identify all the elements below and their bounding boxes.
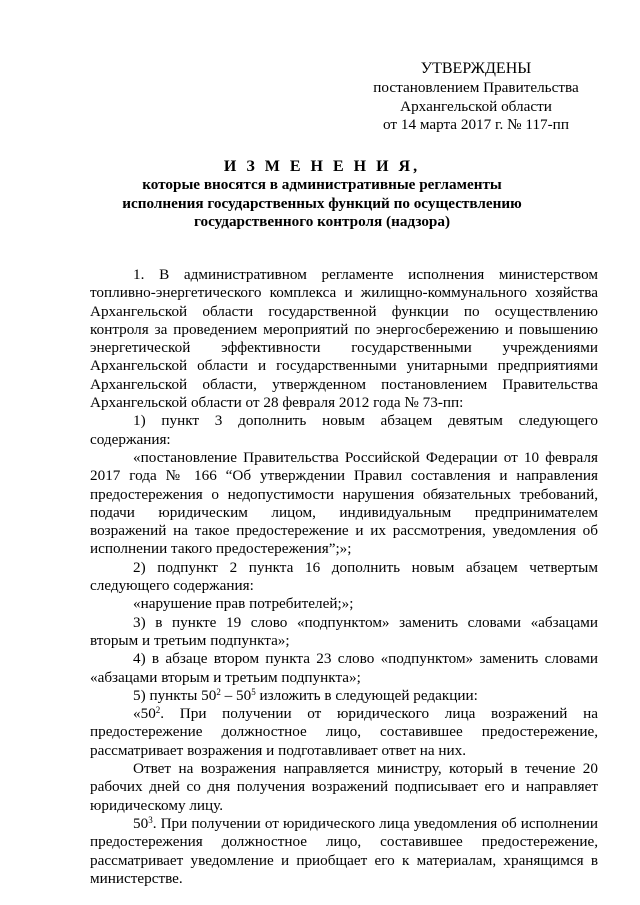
approval-line: Архангельской области (400, 97, 552, 115)
paragraph: 1) пункт 3 дополнить новым абзацем девятым следующего содержания: (90, 412, 598, 448)
text-run: изложить в следующей редакции: (255, 686, 478, 704)
heading-line: которые вносятся в административные регламенты (142, 176, 502, 194)
approval-line: постановлением Правительства (373, 79, 579, 97)
superscript: 3 (148, 814, 153, 825)
heading-line: исполнения государственных функций по осуществлению (122, 194, 522, 212)
text-run: . При получении от юридического лица возражений на предостережение должностное лицо, составившее предостережение, рассматривает возражения и подготавливает ответ на них. (90, 705, 598, 759)
text-run: 50 (133, 814, 149, 832)
approval-line: от 14 марта 2017 г. № 117-пп (383, 115, 569, 133)
paragraph (90, 815, 598, 888)
paragraph: Ответ на возражения направляется министру, который в течение 20 рабочих дней со дня получения возражений подписывает его и направляет юридическому лицу. (90, 760, 598, 814)
paragraph: 1. В административном регламенте исполнения министерством топливно-энергетического комплекса и жилищно-коммунального хозяйства Архангельской области государственной функции по осуществлению контроля за проведением мероприятий по энергосбережению и повышению энергетической эффективности государственными учреждениями Архангельской области и государственными унитарными предприятиями Архангельской области, утвержденном постановлением Правительства Архангельской области от 28 февраля 2012 года № 73-пп: (90, 266, 598, 412)
text-run: – 50 (220, 686, 252, 704)
text-run: . При получении от юридического лица уведомления об исполнении предостережения должностное лицо, составившее предостережение, рассматривает уведомление и приобщает его к материалам, хранящимся в министерстве. (90, 814, 598, 887)
superscript: 2 (216, 686, 221, 697)
approval-title: УТВЕРЖДЕНЫ (420, 60, 532, 77)
heading-title: И З М Е Н Е Н И Я, (223, 158, 421, 175)
paragraph (90, 705, 598, 760)
superscript: 2 (155, 705, 161, 716)
document-heading (90, 158, 554, 231)
document-body (90, 266, 598, 888)
text-run: 5) пункты 50 (133, 686, 217, 704)
text-run: «50 (133, 705, 156, 723)
paragraph: «постановление Правительства Российской Федерации от 10 февраля 2017 года № 166 “Об утверждении Правил составления и направления предостережения о недопустимости нарушения обязательных требований, подачи юридическим лицом, индивидуальным предпринимателем возражений на такое предостережение и их рассмотрения, уведомления об исполнении такого предостережения”;»; (90, 448, 598, 558)
paragraph: 3) в пункте 19 слово «подпунктом» заменить словами «абзацами вторым и третьим подпункта»; (90, 613, 598, 649)
approval-block (360, 60, 592, 134)
paragraph: 2) подпункт 2 пункта 16 дополнить новым абзацем четвертым следующего содержания: (90, 558, 598, 595)
paragraph (90, 687, 598, 705)
superscript: 5 (251, 686, 256, 697)
paragraph: «нарушение прав потребителей;»; (133, 595, 354, 613)
heading-line: государственного контроля (надзора) (193, 212, 451, 230)
paragraph: 4) в абзаце втором пункта 23 слово «подпунктом» заменить словами «абзацами вторым и третьим подпункта»; (90, 650, 598, 686)
